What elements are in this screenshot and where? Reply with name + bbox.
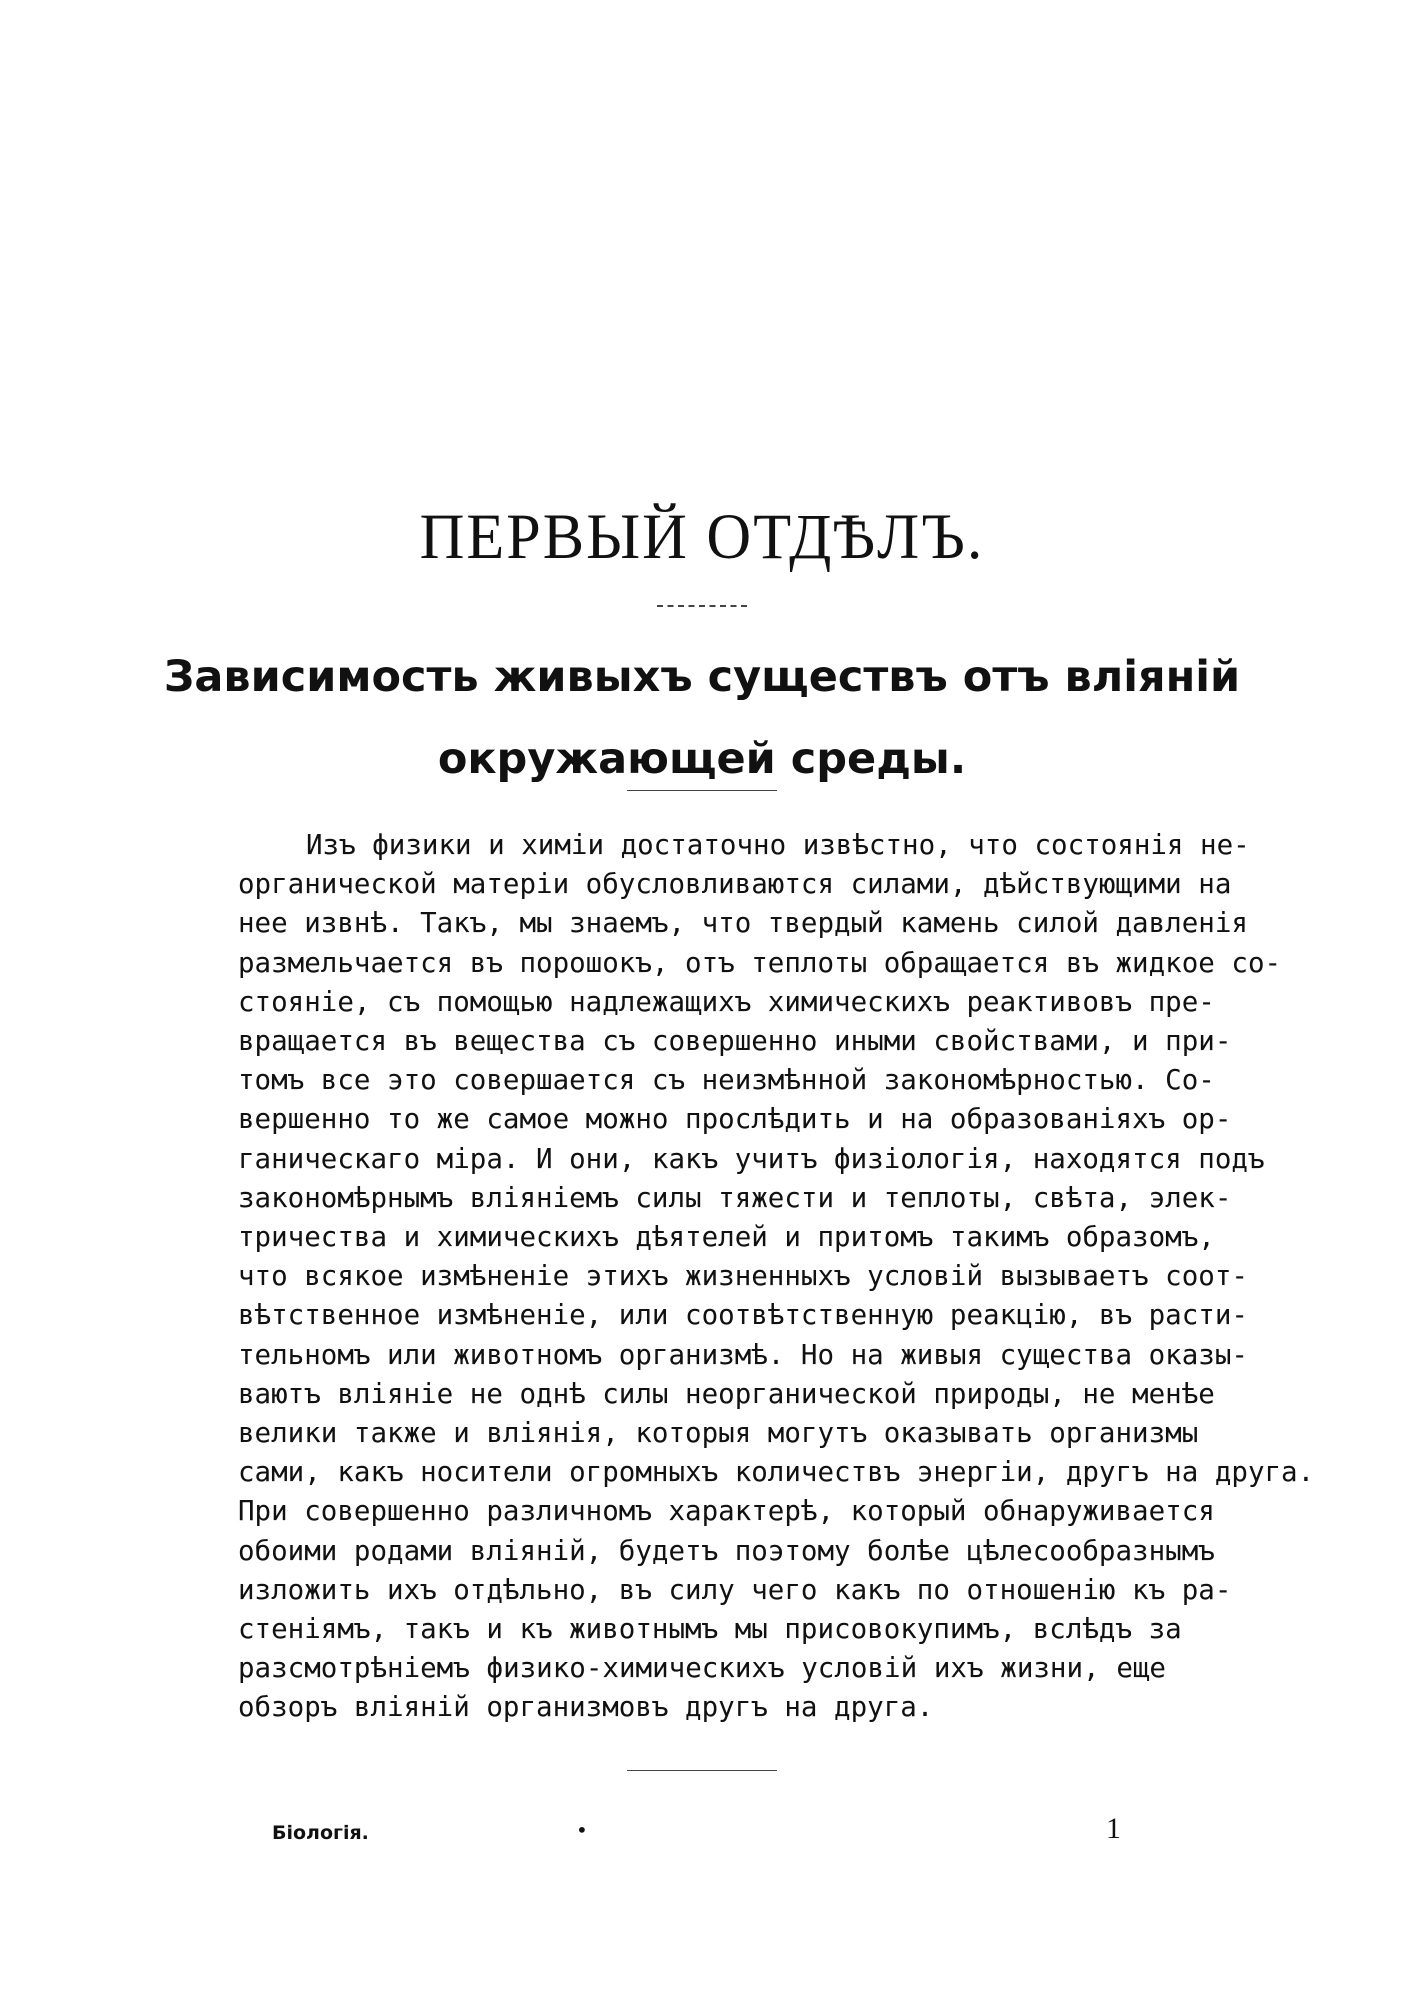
footer-mark: • [576,1818,588,1842]
paragraph-line: органической матеріи обусловливаются силами, дѣйствующими на [238,868,1232,901]
paragraph-line: ганическаго міра. И они, какъ учитъ физіологія, находятся подъ [238,1142,1265,1175]
body-paragraph [238,826,1315,1728]
paragraph-line: разсмотрѣніемъ физико-химическихъ условій ихъ жизни, еще [238,1652,1166,1685]
footer-signature: Біологія. [272,1822,369,1844]
paragraph-line: велики также и вліянія, которыя могутъ оказывать организмы [238,1417,1199,1450]
paragraph-line: обзоръ вліяній организмовъ другъ на друга. [238,1691,934,1724]
title-divider [657,605,747,607]
paragraph-line: вѣтственное измѣненіе, или соотвѣтственную реакцію, въ расти- [238,1299,1248,1332]
paragraph-line: стеніямъ, такъ и къ животнымъ мы присовокупимъ, вслѣдъ за [238,1613,1182,1646]
subtitle-line-1: Зависимость живыхъ существъ отъ вліяній [163,652,1241,702]
subtitle-line-2: окружающей среды. [437,734,967,784]
paragraph-line: тельномъ или животномъ организмѣ. Но на живыя существа оказы- [238,1338,1248,1371]
paragraph-line: изложить ихъ отдѣльно, въ силу чего какъ по отношенію къ ра- [238,1573,1232,1606]
paragraph-line: сами, какъ носители огромныхъ количествъ энергіи, другъ на друга. [238,1456,1315,1489]
paragraph-line: нее извнѣ. Такъ, мы знаемъ, что твердый камень силой давленія [238,907,1248,940]
paragraph-line: Изъ физики и химіи достаточно извѣстно, что состоянія не- [306,829,1250,861]
chapter-subtitle [0,636,1404,800]
paragraph-line: что всякое измѣненіе этихъ жизненныхъ условій вызываетъ соот- [238,1260,1248,1293]
section-title: ПЕРВЫЙ ОТДѢЛЪ. [419,501,985,573]
paragraph-line: томъ все это совершается съ неизмѣнной закономѣрностью. Со- [238,1064,1215,1097]
paragraph-line: вращается въ вещества съ совершенно иными свойствами, и при- [238,1025,1232,1058]
paragraph-line: стояніе, съ помощью надлежащихъ химическихъ реактивовъ пре- [238,985,1215,1018]
paragraph-line: обоими родами вліяній, будетъ поэтому болѣе цѣлесообразнымъ [238,1534,1215,1567]
paragraph-line: ваютъ вліяніе не однѣ силы неорганической природы, не менѣе [238,1377,1215,1410]
paragraph-line: При совершенно различномъ характерѣ, который обнаруживается [238,1495,1215,1528]
paragraph-line: вершенно то же самое можно прослѣдить и на образованіяхъ ор- [238,1103,1232,1136]
paragraph-line: размельчается въ порошокъ, отъ теплоты обращается въ жидкое со- [238,946,1282,979]
subtitle-divider [627,790,777,791]
paragraph-line: закономѣрнымъ вліяніемъ силы тяжести и теплоты, свѣта, элек- [238,1181,1232,1214]
end-divider [627,1770,777,1771]
page-number: 1 [1106,1812,1121,1845]
paragraph-line: тричества и химическихъ дѣятелей и притомъ такимъ образомъ, [238,1221,1215,1254]
